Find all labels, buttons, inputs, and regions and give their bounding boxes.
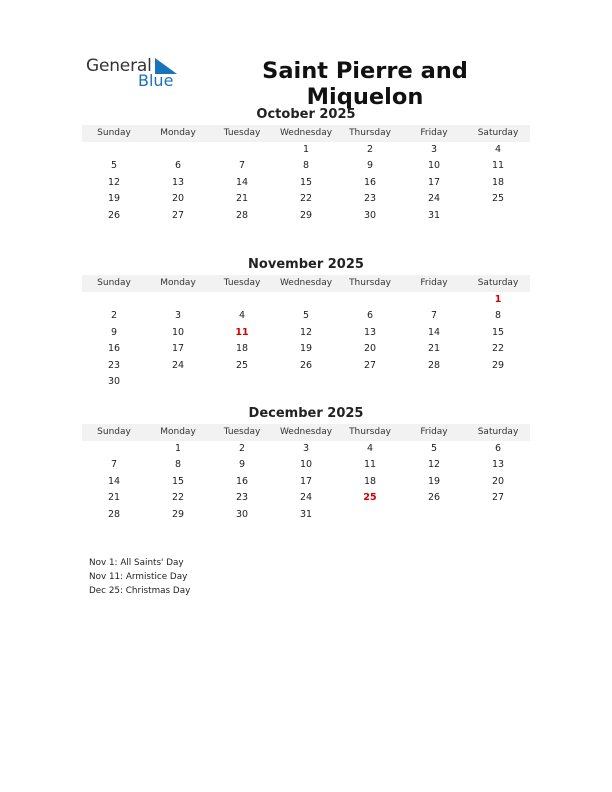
weekday-label: Monday: [160, 278, 196, 288]
week-row: [82, 175, 530, 191]
day-cell: 8: [494, 310, 502, 322]
day-cell: 6: [366, 310, 374, 322]
week-row: [82, 292, 530, 308]
week-row: [82, 358, 530, 374]
day-cell: 17: [171, 343, 185, 355]
month-december: [82, 405, 530, 523]
day-cell: 1: [494, 294, 502, 305]
day-cell: 19: [107, 193, 121, 205]
day-cell: 29: [171, 508, 185, 520]
weekday-label: Thursday: [349, 278, 391, 288]
empty-day-cell: [82, 142, 146, 158]
empty-day-cell: [146, 142, 210, 158]
day-cell: 21: [107, 492, 121, 504]
day-cell: 24: [299, 492, 313, 504]
weekday-label: Friday: [420, 128, 448, 138]
day-cell: 16: [363, 176, 377, 188]
page-title: Saint Pierre and Miquelon: [262, 58, 468, 110]
empty-day-cell: [274, 292, 338, 308]
day-cell: 16: [235, 475, 249, 487]
logo-text-general: General: [86, 56, 152, 76]
day-cell: 23: [107, 359, 121, 371]
day-cell: 23: [235, 492, 249, 504]
day-cell: 8: [174, 459, 182, 471]
day-cell: 11: [491, 160, 505, 172]
day-grid: [82, 142, 530, 224]
day-grid: [82, 292, 530, 390]
day-cell: 11: [363, 459, 377, 471]
day-cell: 26: [107, 209, 121, 221]
day-cell: 30: [107, 375, 121, 387]
empty-day-cell: [82, 441, 146, 457]
week-row: [82, 474, 530, 490]
day-cell: 21: [427, 343, 441, 355]
weekday-header: [82, 275, 530, 292]
month-october: [82, 106, 530, 224]
day-cell: 18: [363, 475, 377, 487]
day-cell: 7: [430, 310, 438, 322]
day-cell: 26: [427, 492, 441, 504]
month-november: [82, 256, 530, 390]
weekday-header: [82, 424, 530, 441]
day-cell: 14: [235, 176, 249, 188]
empty-day-cell: [146, 292, 210, 308]
day-cell: 9: [366, 160, 374, 172]
day-cell: 3: [174, 310, 182, 322]
empty-day-cell: [210, 292, 274, 308]
empty-day-cell: [338, 292, 402, 308]
day-cell: 5: [110, 160, 118, 172]
day-cell: 12: [427, 459, 441, 471]
day-cell: 12: [107, 176, 121, 188]
day-cell: 2: [366, 144, 374, 155]
day-cell: 13: [491, 459, 505, 471]
day-grid: [82, 441, 530, 523]
day-cell: 7: [238, 160, 246, 172]
holiday-note: Nov 11: Armistice Day: [89, 572, 188, 582]
day-cell: 28: [107, 508, 121, 520]
empty-day-cell: [210, 374, 274, 390]
weekday-label: Thursday: [349, 128, 391, 138]
week-row: [82, 325, 530, 341]
holiday-notes: [89, 556, 190, 598]
day-cell: 30: [363, 209, 377, 221]
day-cell: 13: [171, 176, 185, 188]
week-row: [82, 507, 530, 523]
weekday-label: Friday: [420, 427, 448, 437]
day-cell: 21: [235, 193, 249, 205]
week-row: [82, 158, 530, 174]
day-cell: 5: [302, 310, 310, 322]
week-row: [82, 341, 530, 357]
weekday-label: Wednesday: [279, 278, 333, 288]
day-cell: 14: [427, 326, 441, 338]
day-cell: 4: [238, 310, 246, 322]
empty-day-cell: [146, 374, 210, 390]
weekday-label: Saturday: [477, 278, 519, 288]
day-cell: 11: [235, 326, 249, 338]
day-cell: 15: [491, 326, 505, 338]
empty-day-cell: [82, 292, 146, 308]
day-cell: 22: [299, 193, 313, 205]
day-cell: 31: [427, 209, 441, 221]
month-title: November 2025: [248, 257, 364, 272]
week-row: [82, 142, 530, 158]
day-cell: 1: [302, 144, 310, 155]
weekday-label: Tuesday: [223, 278, 261, 288]
empty-day-cell: [210, 142, 274, 158]
empty-day-cell: [274, 374, 338, 390]
day-cell: 24: [427, 193, 441, 205]
day-cell: 4: [366, 443, 374, 454]
day-cell: 29: [491, 359, 505, 371]
week-row: [82, 308, 530, 324]
day-cell: 15: [299, 176, 313, 188]
logo-text-blue: Blue: [138, 71, 174, 90]
day-cell: 25: [235, 359, 249, 371]
weekday-label: Wednesday: [279, 128, 333, 138]
day-cell: 13: [363, 326, 377, 338]
weekday-label: Sunday: [97, 128, 131, 138]
day-cell: 28: [235, 209, 249, 221]
day-cell: 5: [430, 443, 438, 454]
generalblue-logo: [86, 56, 186, 92]
month-title: October 2025: [256, 107, 356, 122]
day-cell: 29: [299, 209, 313, 221]
week-row: [82, 191, 530, 207]
empty-day-cell: [466, 374, 530, 390]
week-row: [82, 374, 530, 390]
holiday-note: Nov 1: All Saints' Day: [89, 558, 184, 568]
empty-day-cell: [338, 507, 402, 523]
weekday-label: Thursday: [349, 427, 391, 437]
day-cell: 10: [427, 160, 441, 172]
weekday-label: Wednesday: [279, 427, 333, 437]
day-cell: 18: [235, 343, 249, 355]
empty-day-cell: [466, 208, 530, 224]
day-cell: 2: [238, 443, 246, 454]
day-cell: 4: [494, 144, 502, 155]
month-title: December 2025: [248, 406, 364, 421]
weekday-label: Monday: [160, 427, 196, 437]
holiday-note: Dec 25: Christmas Day: [89, 586, 191, 596]
day-cell: 6: [494, 443, 502, 454]
week-row: [82, 490, 530, 506]
day-cell: 9: [238, 459, 246, 471]
day-cell: 20: [491, 475, 505, 487]
day-cell: 9: [110, 326, 118, 338]
day-cell: 22: [171, 492, 185, 504]
day-cell: 1: [174, 443, 182, 454]
day-cell: 30: [235, 508, 249, 520]
day-cell: 6: [174, 160, 182, 172]
day-cell: 19: [299, 343, 313, 355]
day-cell: 25: [491, 193, 505, 205]
day-cell: 22: [491, 343, 505, 355]
day-cell: 28: [427, 359, 441, 371]
day-cell: 15: [171, 475, 185, 487]
empty-day-cell: [402, 374, 466, 390]
day-cell: 31: [299, 508, 313, 520]
day-cell: 23: [363, 193, 377, 205]
day-cell: 8: [302, 160, 310, 172]
day-cell: 20: [363, 343, 377, 355]
weekday-header: [82, 125, 530, 142]
day-cell: 19: [427, 475, 441, 487]
weekday-label: Sunday: [97, 278, 131, 288]
day-cell: 26: [299, 359, 313, 371]
day-cell: 17: [299, 475, 313, 487]
day-cell: 20: [171, 193, 185, 205]
empty-day-cell: [338, 374, 402, 390]
week-row: [82, 457, 530, 473]
week-row: [82, 208, 530, 224]
day-cell: 27: [363, 359, 377, 371]
day-cell: 3: [430, 144, 438, 155]
day-cell: 24: [171, 359, 185, 371]
day-cell: 10: [171, 326, 185, 338]
empty-day-cell: [402, 292, 466, 308]
weekday-label: Sunday: [97, 427, 131, 437]
day-cell: 27: [171, 209, 185, 221]
week-row: [82, 441, 530, 457]
day-cell: 17: [427, 176, 441, 188]
weekday-label: Friday: [420, 278, 448, 288]
day-cell: 12: [299, 326, 313, 338]
day-cell: 2: [110, 310, 118, 322]
day-cell: 7: [110, 459, 118, 471]
weekday-label: Tuesday: [223, 128, 261, 138]
weekday-label: Monday: [160, 128, 196, 138]
day-cell: 27: [491, 492, 505, 504]
day-cell: 10: [299, 459, 313, 471]
empty-day-cell: [466, 507, 530, 523]
weekday-label: Tuesday: [223, 427, 261, 437]
day-cell: 18: [491, 176, 505, 188]
day-cell: 3: [302, 443, 310, 454]
day-cell: 25: [363, 492, 377, 504]
empty-day-cell: [402, 507, 466, 523]
day-cell: 14: [107, 475, 121, 487]
weekday-label: Saturday: [477, 128, 519, 138]
day-cell: 16: [107, 343, 121, 355]
weekday-label: Saturday: [477, 427, 519, 437]
